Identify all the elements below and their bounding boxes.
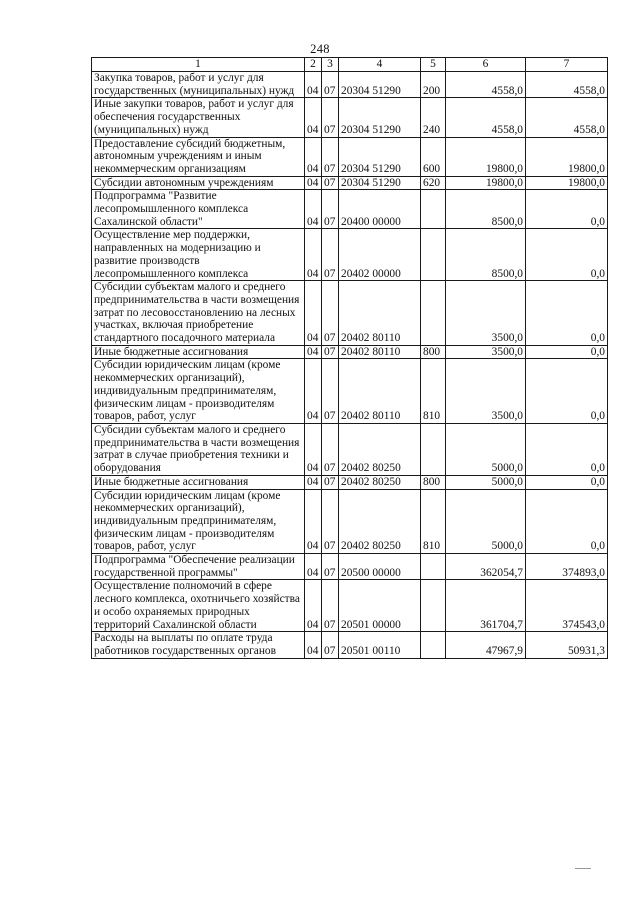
row-subsection: 07: [322, 345, 339, 359]
table-row: [92, 475, 608, 489]
row-section: 04: [305, 98, 322, 137]
row-value-col7: 0,0: [526, 359, 608, 424]
row-name: Предоставление субсидий бюджетным, автономным учреждениям и иным некоммерческим организациям: [92, 137, 305, 176]
row-value-col6: 3500,0: [446, 281, 526, 346]
row-target-code: 20402 80250: [339, 475, 421, 489]
row-section: 04: [305, 229, 322, 281]
row-subsection: 07: [322, 98, 339, 137]
row-section: 04: [305, 137, 322, 176]
header-col-5: 5: [421, 58, 446, 72]
row-expense-type: 600: [421, 137, 446, 176]
row-target-code: 20400 00000: [339, 190, 421, 229]
row-value-col6: 5000,0: [446, 489, 526, 554]
row-expense-type: [421, 580, 446, 632]
row-value-col6: 5000,0: [446, 475, 526, 489]
table-row: [92, 137, 608, 176]
row-name: Субсидии субъектам малого и среднего предпринимательства в части возмещения затрат в случае приобретения техники и оборудования: [92, 423, 305, 475]
row-target-code: 20402 80250: [339, 489, 421, 554]
row-value-col7: 50931,3: [526, 632, 608, 658]
table-row: [92, 229, 608, 281]
header-col-1: 1: [92, 58, 305, 72]
row-expense-type: [421, 281, 446, 346]
table-row: [92, 359, 608, 424]
row-section: 04: [305, 359, 322, 424]
row-value-col7: 4558,0: [526, 72, 608, 98]
row-value-col6: 8500,0: [446, 190, 526, 229]
row-value-col6: 4558,0: [446, 98, 526, 137]
row-name: Осуществление полномочий в сфере лесного комплекса, охотничьего хозяйства и особо охраняемых природных территорий Сахалинской области: [92, 580, 305, 632]
margin-mark: [575, 868, 591, 869]
row-name: Расходы на выплаты по оплате труда работников государственных органов: [92, 632, 305, 658]
table-row: [92, 176, 608, 190]
table-row: [92, 489, 608, 554]
row-expense-type: [421, 423, 446, 475]
header-row: [92, 58, 608, 72]
row-name: Субсидии юридическим лицам (кроме некоммерческих организаций), индивидуальным предпринимателям, физическим лицам - производителям товаров, работ, услуг: [92, 489, 305, 554]
row-name: Подпрограмма "Обеспечение реализации государственной программы": [92, 554, 305, 580]
row-value-col7: 0,0: [526, 475, 608, 489]
row-expense-type: [421, 632, 446, 658]
header-col-6: 6: [446, 58, 526, 72]
row-expense-type: 810: [421, 359, 446, 424]
row-subsection: 07: [322, 554, 339, 580]
table-row: [92, 580, 608, 632]
table-row: [92, 72, 608, 98]
table-row: [92, 423, 608, 475]
row-expense-type: 810: [421, 489, 446, 554]
budget-table: [91, 57, 608, 659]
table-row: [92, 554, 608, 580]
row-name: Субсидии автономным учреждениям: [92, 176, 305, 190]
row-expense-type: [421, 229, 446, 281]
row-section: 04: [305, 281, 322, 346]
row-target-code: 20500 00000: [339, 554, 421, 580]
row-target-code: 20501 00110: [339, 632, 421, 658]
row-subsection: 07: [322, 190, 339, 229]
row-section: 04: [305, 554, 322, 580]
row-target-code: 20402 80110: [339, 345, 421, 359]
row-value-col7: 0,0: [526, 190, 608, 229]
header-col-2: 2: [305, 58, 322, 72]
row-value-col7: 4558,0: [526, 98, 608, 137]
row-name: Субсидии субъектам малого и среднего предпринимательства в части возмещения затрат по лесовосстановлению на лесных участках, включая приобретение стандартного посадочного материала: [92, 281, 305, 346]
row-value-col6: 3500,0: [446, 345, 526, 359]
row-target-code: 20402 00000: [339, 229, 421, 281]
row-value-col7: 0,0: [526, 281, 608, 346]
row-target-code: 20304 51290: [339, 137, 421, 176]
row-section: 04: [305, 345, 322, 359]
row-name: Иные бюджетные ассигнования: [92, 345, 305, 359]
row-value-col7: 0,0: [526, 423, 608, 475]
header-col-4: 4: [339, 58, 421, 72]
row-expense-type: 240: [421, 98, 446, 137]
header-col-7: 7: [526, 58, 608, 72]
row-expense-type: [421, 190, 446, 229]
row-subsection: 07: [322, 176, 339, 190]
row-subsection: 07: [322, 475, 339, 489]
row-value-col6: 5000,0: [446, 423, 526, 475]
row-section: 04: [305, 423, 322, 475]
row-subsection: 07: [322, 580, 339, 632]
row-name: Иные бюджетные ассигнования: [92, 475, 305, 489]
row-target-code: 20402 80250: [339, 423, 421, 475]
table-row: [92, 98, 608, 137]
row-value-col6: 19800,0: [446, 137, 526, 176]
row-subsection: 07: [322, 281, 339, 346]
row-expense-type: 800: [421, 345, 446, 359]
row-subsection: 07: [322, 359, 339, 424]
row-section: 04: [305, 72, 322, 98]
row-value-col6: 47967,9: [446, 632, 526, 658]
header-col-3: 3: [322, 58, 339, 72]
row-expense-type: 800: [421, 475, 446, 489]
row-name: Иные закупки товаров, работ и услуг для обеспечения государственных (муниципальных) нужд: [92, 98, 305, 137]
row-section: 04: [305, 632, 322, 658]
row-name: Закупка товаров, работ и услуг для государственных (муниципальных) нужд: [92, 72, 305, 98]
page-number: 248: [310, 42, 330, 56]
row-value-col7: 19800,0: [526, 137, 608, 176]
row-value-col7: 0,0: [526, 345, 608, 359]
row-value-col6: 362054,7: [446, 554, 526, 580]
row-value-col7: 19800,0: [526, 176, 608, 190]
row-name: Осуществление мер поддержки, направленных на модернизацию и развитие производств лесопромышленного комплекса: [92, 229, 305, 281]
row-value-col7: 374543,0: [526, 580, 608, 632]
row-value-col7: 0,0: [526, 229, 608, 281]
row-expense-type: 620: [421, 176, 446, 190]
row-subsection: 07: [322, 229, 339, 281]
row-value-col6: 8500,0: [446, 229, 526, 281]
row-section: 04: [305, 489, 322, 554]
table-row: [92, 345, 608, 359]
row-target-code: 20304 51290: [339, 98, 421, 137]
row-target-code: 20402 80110: [339, 359, 421, 424]
table-row: [92, 632, 608, 658]
row-value-col7: 0,0: [526, 489, 608, 554]
row-target-code: 20304 51290: [339, 72, 421, 98]
row-value-col6: 361704,7: [446, 580, 526, 632]
row-section: 04: [305, 475, 322, 489]
row-subsection: 07: [322, 632, 339, 658]
row-section: 04: [305, 580, 322, 632]
row-section: 04: [305, 190, 322, 229]
row-target-code: 20501 00000: [339, 580, 421, 632]
row-section: 04: [305, 176, 322, 190]
row-name: Субсидии юридическим лицам (кроме некоммерческих организаций), индивидуальным предпринимателям, физическим лицам - производителям товаров, работ, услуг: [92, 359, 305, 424]
row-name: Подпрограмма "Развитие лесопромышленного комплекса Сахалинской области": [92, 190, 305, 229]
row-target-code: 20402 80110: [339, 281, 421, 346]
row-subsection: 07: [322, 489, 339, 554]
table-row: [92, 281, 608, 346]
row-value-col6: 4558,0: [446, 72, 526, 98]
row-expense-type: 200: [421, 72, 446, 98]
row-value-col6: 3500,0: [446, 359, 526, 424]
row-subsection: 07: [322, 423, 339, 475]
row-subsection: 07: [322, 137, 339, 176]
row-value-col7: 374893,0: [526, 554, 608, 580]
row-expense-type: [421, 554, 446, 580]
table-row: [92, 190, 608, 229]
row-subsection: 07: [322, 72, 339, 98]
row-value-col6: 19800,0: [446, 176, 526, 190]
row-target-code: 20304 51290: [339, 176, 421, 190]
